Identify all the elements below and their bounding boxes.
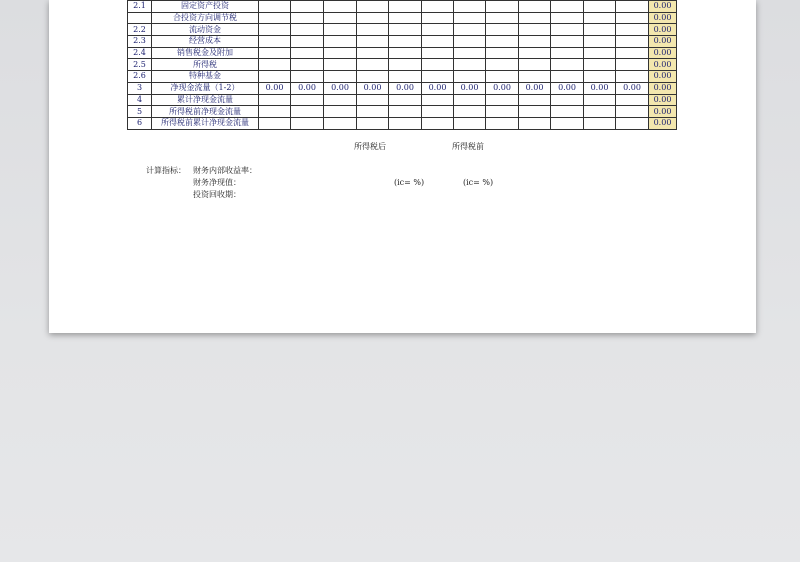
value-cell[interactable]: 0.00 [584,82,616,94]
value-cell[interactable] [486,1,519,13]
value-cell[interactable] [389,36,422,48]
value-cell[interactable] [389,24,422,36]
row-number-cell[interactable]: 2.1 [128,1,152,13]
value-cell[interactable] [291,106,324,118]
row-number-cell[interactable] [128,12,152,24]
value-cell[interactable] [422,59,454,71]
row-number-cell[interactable]: 2.6 [128,71,152,83]
value-cell[interactable] [422,36,454,48]
value-cell[interactable] [259,117,291,129]
row-number-cell[interactable]: 4 [128,94,152,106]
total-cell[interactable]: 0.00 [649,71,677,83]
value-cell[interactable] [454,12,486,24]
row-number-cell[interactable]: 2.2 [128,24,152,36]
value-cell[interactable] [291,24,324,36]
value-cell[interactable] [357,59,389,71]
value-cell[interactable] [519,36,551,48]
row-name-cell[interactable]: 销售税金及附加 [152,47,259,59]
value-cell[interactable] [454,47,486,59]
value-cell[interactable] [519,59,551,71]
value-cell[interactable] [389,94,422,106]
value-cell[interactable]: 0.00 [389,82,422,94]
value-cell[interactable] [519,94,551,106]
value-cell[interactable] [616,1,649,13]
value-cell[interactable] [259,24,291,36]
value-cell[interactable] [291,94,324,106]
value-cell[interactable] [519,106,551,118]
value-cell[interactable] [584,117,616,129]
indicators-heading: 计算指标： [146,166,186,175]
value-cell[interactable]: 0.00 [616,82,649,94]
total-cell[interactable]: 0.00 [649,12,677,24]
value-cell[interactable] [422,94,454,106]
value-cell[interactable] [519,24,551,36]
value-cell[interactable] [584,36,616,48]
value-cell[interactable] [454,94,486,106]
value-cell[interactable]: 0.00 [422,82,454,94]
value-cell[interactable] [584,106,616,118]
total-cell[interactable]: 0.00 [649,1,677,13]
value-cell[interactable] [324,1,357,13]
value-cell[interactable]: 0.00 [454,82,486,94]
value-cell[interactable] [616,36,649,48]
value-cell[interactable] [486,59,519,71]
value-cell[interactable] [551,71,584,83]
value-cell[interactable] [584,47,616,59]
spreadsheet-page [49,0,756,333]
value-cell[interactable] [259,1,291,13]
value-cell[interactable] [422,1,454,13]
total-cell[interactable]: 0.00 [649,24,677,36]
value-cell[interactable] [291,117,324,129]
value-cell[interactable] [519,71,551,83]
table-row [128,12,677,24]
value-cell[interactable] [584,71,616,83]
npv-label: 财务净现值： [193,178,241,187]
value-cell[interactable] [357,12,389,24]
row-name-cell[interactable]: 合投资方向调节税 [152,12,259,24]
value-cell[interactable] [357,71,389,83]
value-cell[interactable] [486,24,519,36]
value-cell[interactable] [357,106,389,118]
value-cell[interactable] [551,24,584,36]
row-number-cell[interactable]: 2.3 [128,36,152,48]
value-cell[interactable] [454,24,486,36]
ic-after-tax: (ic= %) [394,178,425,187]
value-cell[interactable] [519,47,551,59]
value-cell[interactable] [259,12,291,24]
row-name-cell[interactable]: 流动资金 [152,24,259,36]
value-cell[interactable] [324,36,357,48]
value-cell[interactable] [389,47,422,59]
value-cell[interactable] [486,94,519,106]
value-cell[interactable]: 0.00 [551,82,584,94]
value-cell[interactable] [291,71,324,83]
value-cell[interactable] [422,71,454,83]
table-row [128,94,677,106]
row-number-cell[interactable]: 3 [128,82,152,94]
value-cell[interactable] [616,71,649,83]
value-cell[interactable] [324,106,357,118]
value-cell[interactable] [519,12,551,24]
value-cell[interactable] [584,94,616,106]
value-cell[interactable] [454,106,486,118]
value-cell[interactable] [584,24,616,36]
value-cell[interactable] [551,47,584,59]
value-cell[interactable]: 0.00 [519,82,551,94]
row-name-cell[interactable]: 固定资产投资 [152,1,259,13]
value-cell[interactable] [551,94,584,106]
total-cell[interactable]: 0.00 [649,47,677,59]
value-cell[interactable] [616,59,649,71]
value-cell[interactable] [324,59,357,71]
value-cell[interactable] [389,71,422,83]
total-cell[interactable]: 0.00 [649,106,677,118]
value-cell[interactable] [616,117,649,129]
row-name-cell[interactable]: 所得税前累计净现金流量 [152,117,259,129]
value-cell[interactable] [357,47,389,59]
row-name-cell[interactable]: 所得税 [152,59,259,71]
value-cell[interactable] [616,106,649,118]
value-cell[interactable] [551,106,584,118]
table-row [128,117,677,129]
table-row [128,82,677,94]
table-row [128,59,677,71]
table-row [128,47,677,59]
value-cell[interactable] [389,12,422,24]
value-cell[interactable] [616,47,649,59]
value-cell[interactable] [357,36,389,48]
row-name-cell[interactable]: 净现金流量（1-2） [152,82,259,94]
value-cell[interactable] [551,59,584,71]
value-cell[interactable] [486,12,519,24]
payback-label: 投资回收期： [193,190,241,199]
table-row [128,1,677,13]
value-cell[interactable] [486,71,519,83]
value-cell[interactable] [259,106,291,118]
row-number-cell[interactable]: 6 [128,117,152,129]
value-cell[interactable] [357,1,389,13]
total-cell[interactable]: 0.00 [649,82,677,94]
after-tax-header: 所得税后 [354,142,386,151]
value-cell[interactable] [291,47,324,59]
value-cell[interactable] [357,94,389,106]
value-cell[interactable] [551,117,584,129]
value-cell[interactable] [454,117,486,129]
value-cell[interactable] [551,36,584,48]
value-cell[interactable] [357,24,389,36]
total-cell[interactable]: 0.00 [649,36,677,48]
value-cell[interactable]: 0.00 [259,82,291,94]
row-name-cell[interactable]: 累计净现金流量 [152,94,259,106]
table-row [128,106,677,118]
value-cell[interactable] [291,12,324,24]
value-cell[interactable] [422,12,454,24]
value-cell[interactable] [291,36,324,48]
value-cell[interactable] [454,59,486,71]
value-cell[interactable] [291,59,324,71]
value-cell[interactable] [389,1,422,13]
before-tax-header: 所得税前 [452,142,484,151]
value-cell[interactable] [422,117,454,129]
value-cell[interactable] [259,36,291,48]
value-cell[interactable] [551,12,584,24]
value-cell[interactable] [422,106,454,118]
value-cell[interactable]: 0.00 [357,82,389,94]
table-row [128,24,677,36]
value-cell[interactable] [584,12,616,24]
value-cell[interactable] [486,47,519,59]
value-cell[interactable] [616,12,649,24]
row-number-cell[interactable]: 2.4 [128,47,152,59]
value-cell[interactable] [389,106,422,118]
value-cell[interactable] [324,71,357,83]
value-cell[interactable]: 0.00 [486,82,519,94]
value-cell[interactable] [486,106,519,118]
row-number-cell[interactable]: 2.5 [128,59,152,71]
value-cell[interactable] [389,59,422,71]
total-cell[interactable]: 0.00 [649,117,677,129]
value-cell[interactable] [259,59,291,71]
row-name-cell[interactable]: 经营成本 [152,36,259,48]
value-cell[interactable] [486,117,519,129]
value-cell[interactable] [259,71,291,83]
value-cell[interactable] [519,117,551,129]
total-cell[interactable]: 0.00 [649,59,677,71]
total-cell[interactable]: 0.00 [649,94,677,106]
table-row [128,71,677,83]
value-cell[interactable] [259,47,291,59]
value-cell[interactable] [616,94,649,106]
value-cell[interactable] [357,117,389,129]
value-cell[interactable]: 0.00 [324,82,357,94]
ic-before-tax: (ic= %) [463,178,494,187]
value-cell[interactable] [584,1,616,13]
value-cell[interactable] [324,94,357,106]
value-cell[interactable] [291,1,324,13]
value-cell[interactable] [519,1,551,13]
value-cell[interactable] [486,36,519,48]
cash-flow-table [127,0,677,130]
value-cell[interactable] [389,117,422,129]
value-cell[interactable] [454,36,486,48]
value-cell[interactable] [454,1,486,13]
value-cell[interactable] [324,117,357,129]
value-cell[interactable] [324,12,357,24]
value-cell[interactable] [259,94,291,106]
irr-label: 财务内部收益率： [193,166,257,175]
table-row [128,36,677,48]
value-cell[interactable]: 0.00 [291,82,324,94]
value-cell[interactable] [551,1,584,13]
value-cell[interactable] [616,24,649,36]
row-name-cell[interactable]: 特种基金 [152,71,259,83]
value-cell[interactable] [584,59,616,71]
value-cell[interactable] [422,47,454,59]
value-cell[interactable] [324,24,357,36]
row-name-cell[interactable]: 所得税前净现金流量 [152,106,259,118]
row-number-cell[interactable]: 5 [128,106,152,118]
value-cell[interactable] [422,24,454,36]
value-cell[interactable] [454,71,486,83]
value-cell[interactable] [324,47,357,59]
